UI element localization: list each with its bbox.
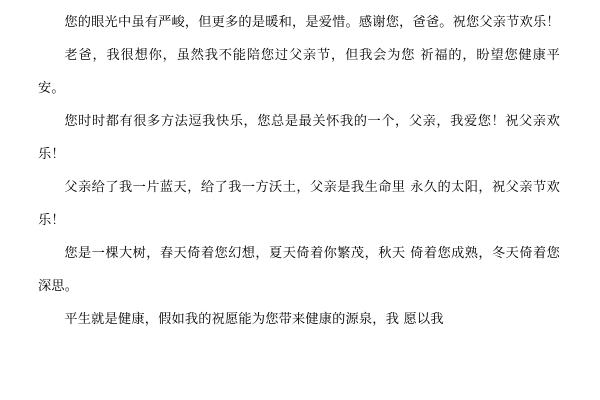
document-body: [38, 6, 560, 327]
paragraph-3: 您时时都有很多方法逗我快乐，您总是最关怀我的一个，父亲，我爱您！祝父亲欢乐！: [38, 114, 560, 162]
paragraph-6: 平生就是健康，假如我的祝愿能为您带来健康的源泉，我 愿以我: [64, 312, 444, 327]
paragraph-5: 您是一棵大树，春天倚着您幻想，夏天倚着你繁茂，秋天 倚着您成熟，冬天倚着您深思。: [38, 246, 560, 294]
paragraph-2: 老爸，我很想你，虽然我不能陪您过父亲节，但我会为您 祈福的，盼望您健康平安。: [38, 48, 560, 96]
paragraph-4: 父亲给了我一片蓝天，给了我一方沃土，父亲是我生命里 永久的太阳，祝父亲节欢乐！: [38, 180, 560, 228]
paragraph-1: 您的眼光中虽有严峻，但更多的是暖和，是爱惜。感谢您，爸爸。祝您父亲节欢乐！: [64, 15, 560, 30]
